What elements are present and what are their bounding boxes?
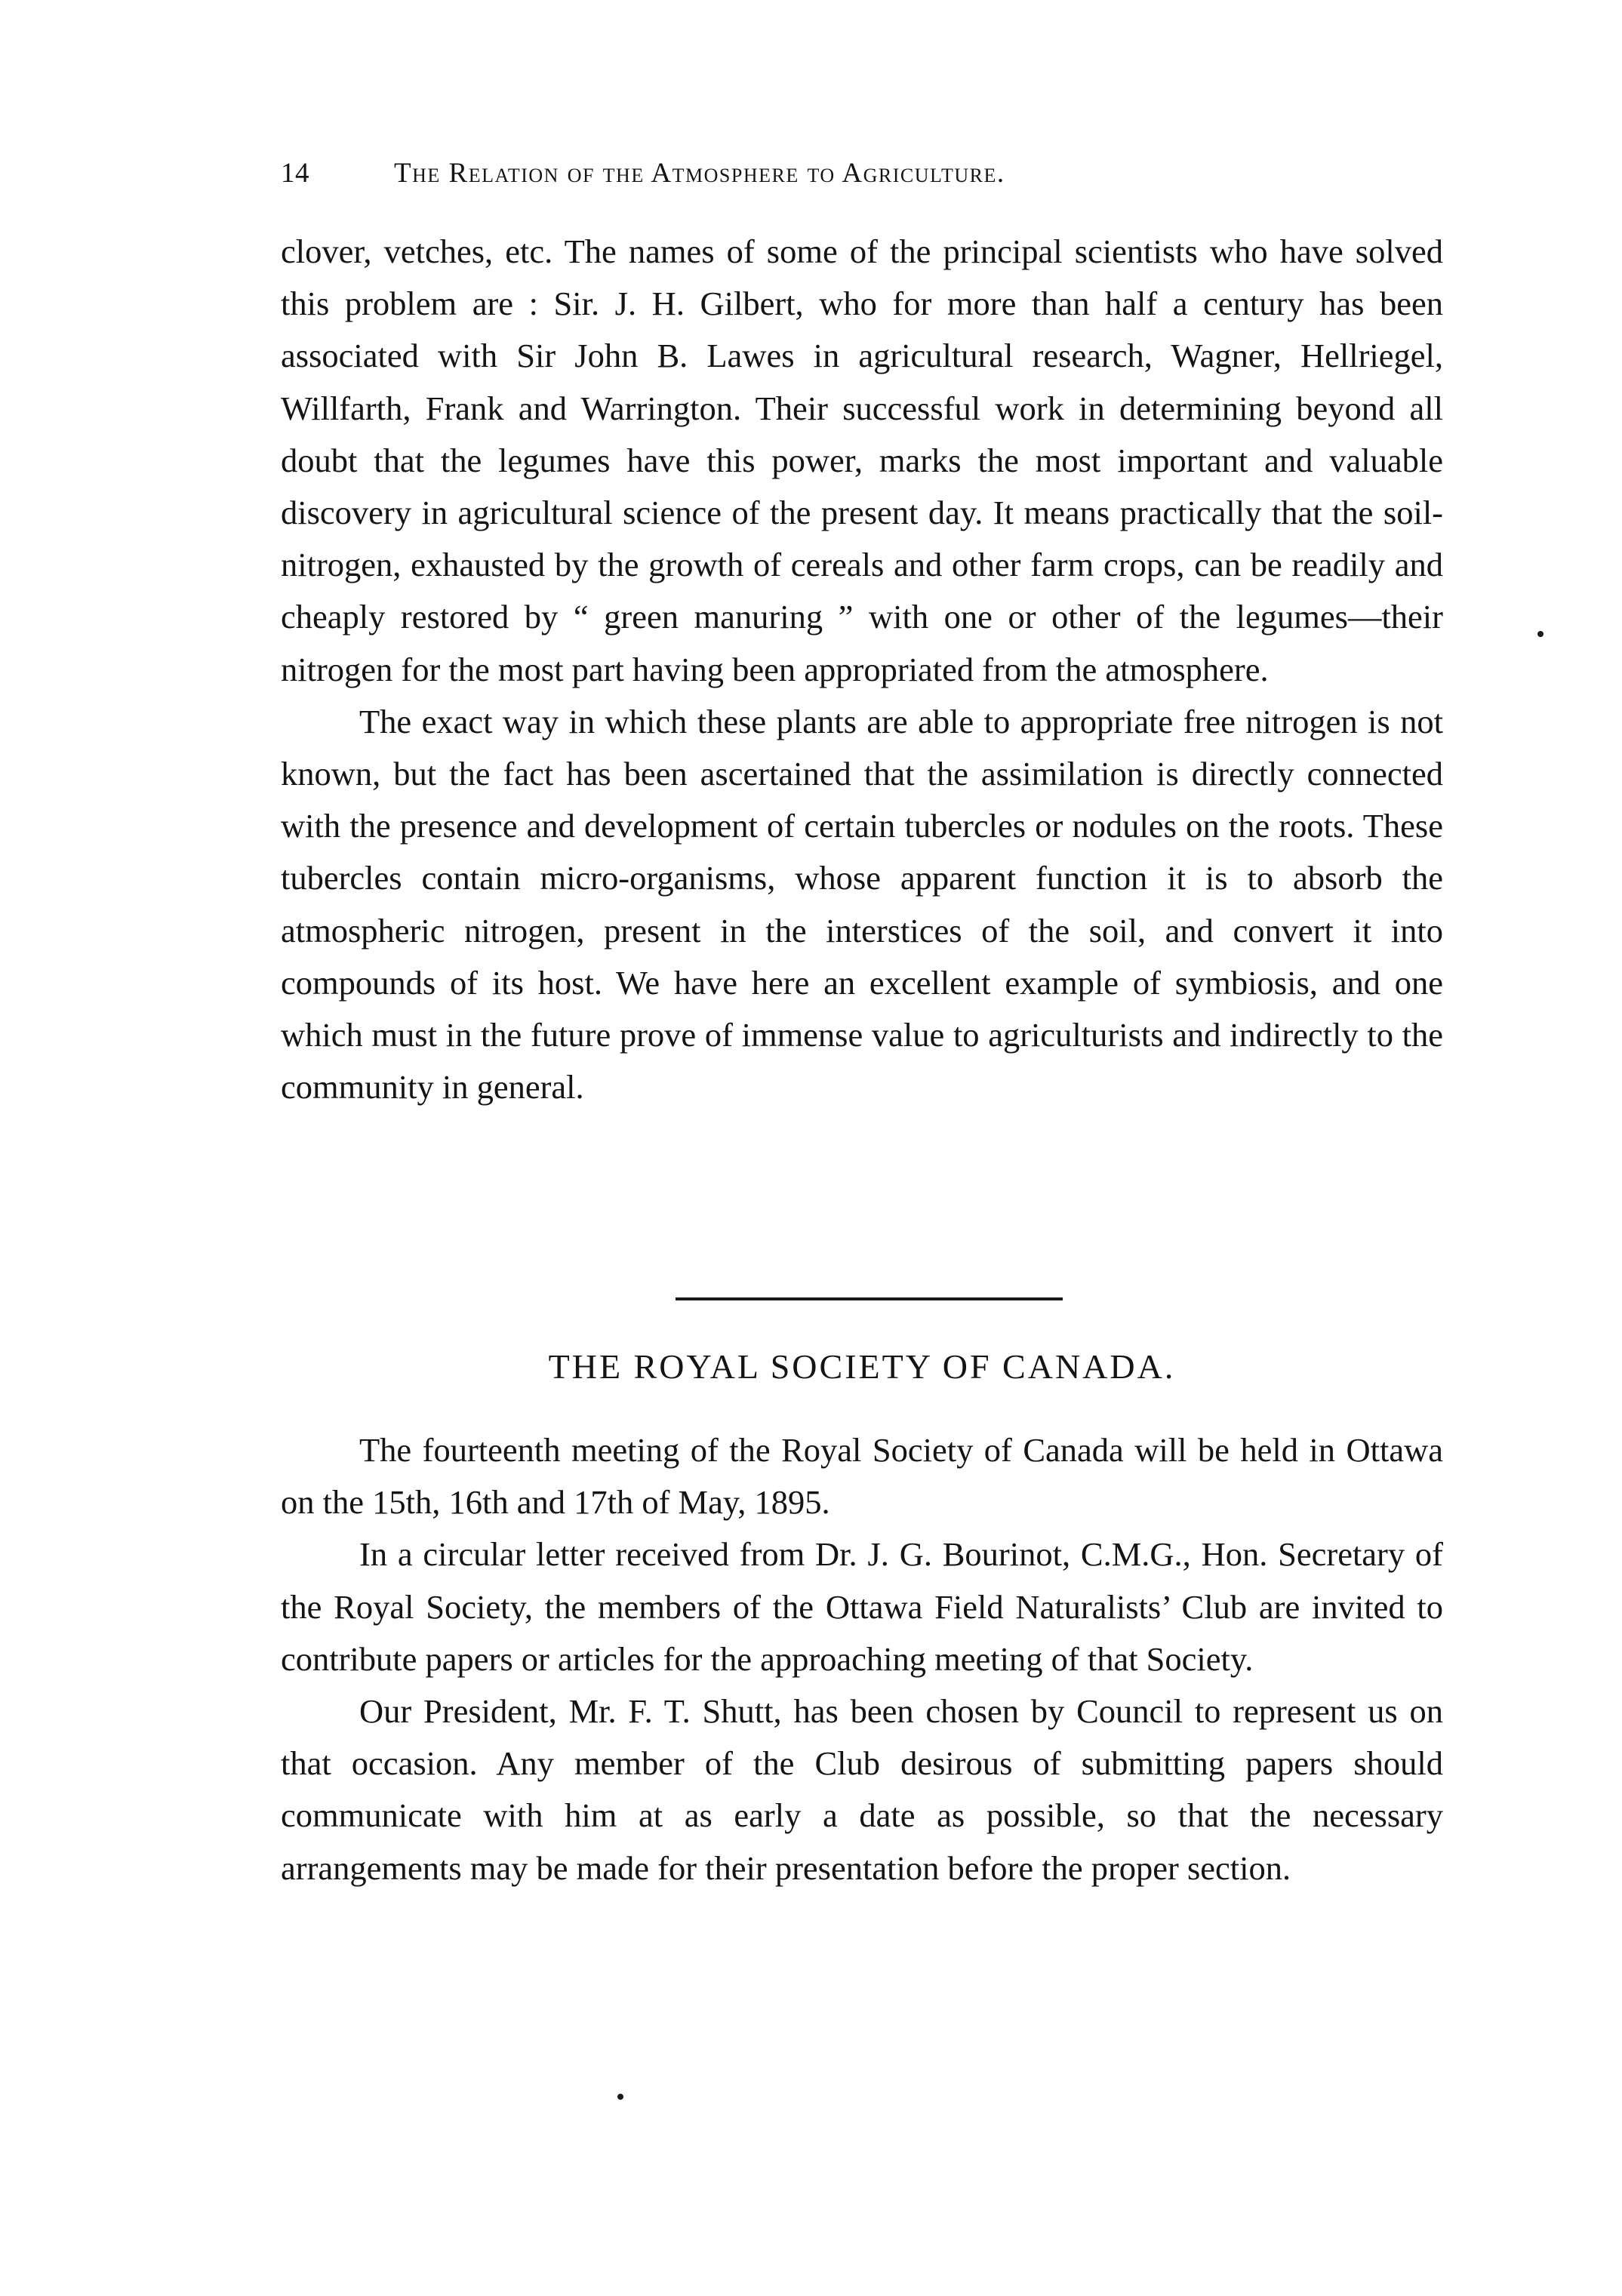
running-title: The Relation of the Atmosphere to Agriculture.: [394, 158, 1005, 189]
article-paragraph: The exact way in which these plants are able to appropriate free nitrogen is not known, but the fact has been ascertained that the assimilation is directly connected with the presence and development of certain tubercles or nodules on the roots. These tubercles contain micro-organisms, whose apparent function it is to absorb the atmospheric nitrogen, present in the interstices of the soil, and convert it into compounds of its host. We have here an excellent example of symbiosis, and one which must in the future prove of immense value to agriculturists and indirectly to the community in general.: [281, 702, 1443, 1106]
print-speck: [1537, 631, 1544, 637]
society-paragraph-president: Our President, Mr. F. T. Shutt, has been chosen by Council to represent us on that occasion. Any member of the Club desirous of submitting papers should communicate with him at as early a date as possible, so that the necessary arrangements may be made for their presentation before the proper section.: [281, 1692, 1443, 1887]
section-heading: THE ROYAL SOCIETY OF CANADA.: [548, 1347, 1176, 1386]
article-paragraph-continued: clover, vetches, etc. The names of some of the principal scientists who have solved this problem are : Sir. J. H. Gilbert, who for more than half a century has been associated with Sir John B. Lawes in agricultural research, Wagner, Hellriegel, Willfarth, Frank and Warrington. Their successful work in determining beyond all doubt that the legumes have this power, marks the most important and valuable discovery in agricultural science of the present day. It means practically that the soil-nitrogen, exhausted by the growth of cereals and other farm crops, can be readily and cheaply restored by “ green manuring ” with one or other of the legumes—their nitrogen for the most part having been appropriated from the atmosphere.: [281, 232, 1443, 688]
running-head: [281, 151, 1443, 196]
society-paragraph-circular: In a circular letter received from Dr. J. G. Bourinot, C.M.G., Hon. Secretary of the Royal Society, the members of the Ottawa Field Naturalists’ Club are invited to contribute papers or articles for the approaching meeting of that Society.: [281, 1535, 1443, 1678]
print-speck: [617, 2094, 623, 2100]
section-divider: [676, 1297, 1063, 1300]
society-notice-body: [281, 1424, 1443, 1894]
society-paragraph-meeting: The fourteenth meeting of the Royal Society of Canada will be held in Ottawa on the 15th, 16th and 17th of May, 1895.: [281, 1431, 1443, 1522]
page-number: 14: [281, 158, 309, 189]
article-body: [281, 226, 1443, 1113]
